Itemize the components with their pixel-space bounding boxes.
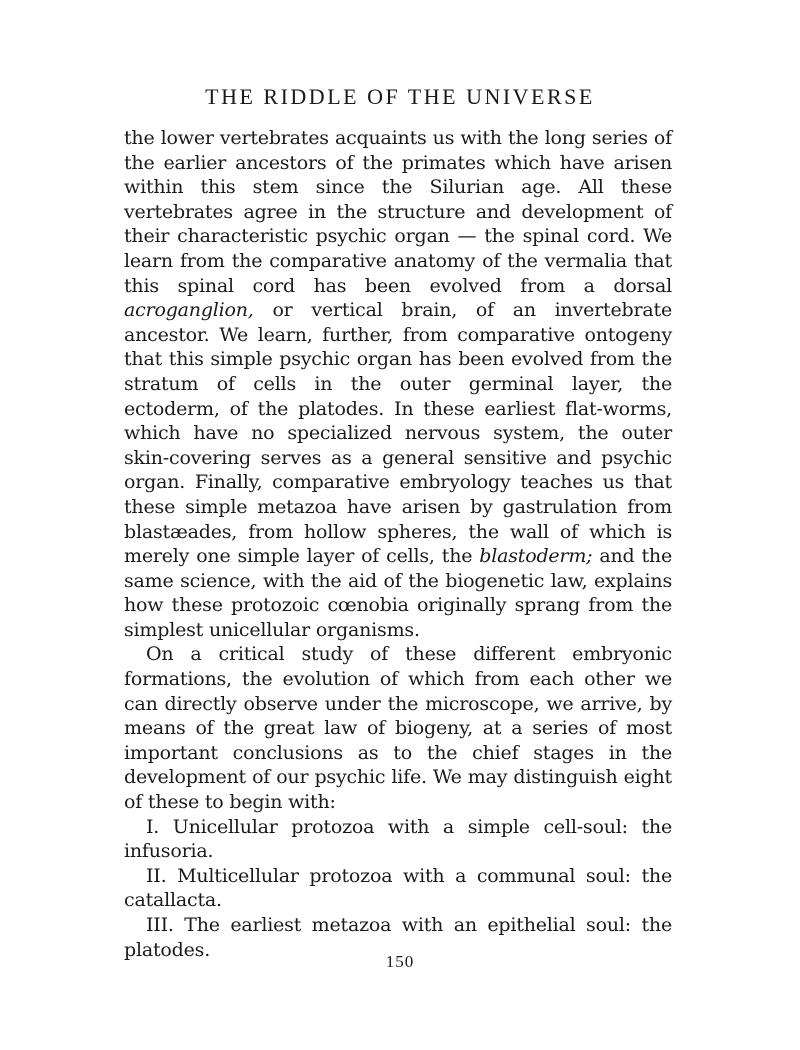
body-text: [124, 126, 672, 962]
paragraph-text: the lower vertebrates acquaints us with the long series of the earlier ancestors of the primates which have arisen within this stem since the Silurian age. All these vertebrates agree in the structure and development of their characteristic psychic organ — the spinal cord. We learn from the comparative anatomy of the vermalia that this spinal cord has been evolved from a dorsal: [124, 127, 672, 297]
paragraph-text: and the same science, with the aid of the biogenetic law, explains how these protozoic cœnobia originally sprang from the simplest unicellular organisms.: [124, 545, 672, 641]
italic-term: acroganglion,: [124, 299, 254, 322]
paragraph: On a critical study of these different embryonic formations, the evolution of which from each other we can directly observe under the microscope, we arrive, by means of the great law of biogeny, at a series of most important conclusions as to the chief stages in the development of our psychic life. We may distinguish eight of these to begin with:: [124, 643, 672, 814]
list-item: II. Multicellular protozoa with a communal soul: the catallacta.: [124, 864, 672, 912]
list-item: III. The earliest metazoa with an epithelial soul: the platodes.: [124, 914, 672, 961]
running-head: THE RIDDLE OF THE UNIVERSE: [205, 84, 595, 109]
page-number: 150: [385, 952, 415, 971]
paragraph-text: or vertical brain, of an invertebrate ancestor. We learn, further, from comparative ontogeny that this simple psychic organ has been evolved from the stratum of cells in the outer germinal layer, the ectoderm, of the platodes. In these earliest flat-worms, which have no specialized nervous system, the outer skin-covering serves as a general sensitive and psychic organ. Finally, comparative embryology teaches us that these simple metazoa have arisen by gastrulation from blastæades, from hollow spheres, the wall of which is merely one simple layer of cells, the: [124, 299, 672, 568]
list-item: I. Unicellular protozoa with a simple cell-soul: the infusoria.: [124, 815, 672, 863]
paragraph-continued: [124, 126, 672, 642]
italic-term: blastoderm;: [479, 545, 593, 568]
